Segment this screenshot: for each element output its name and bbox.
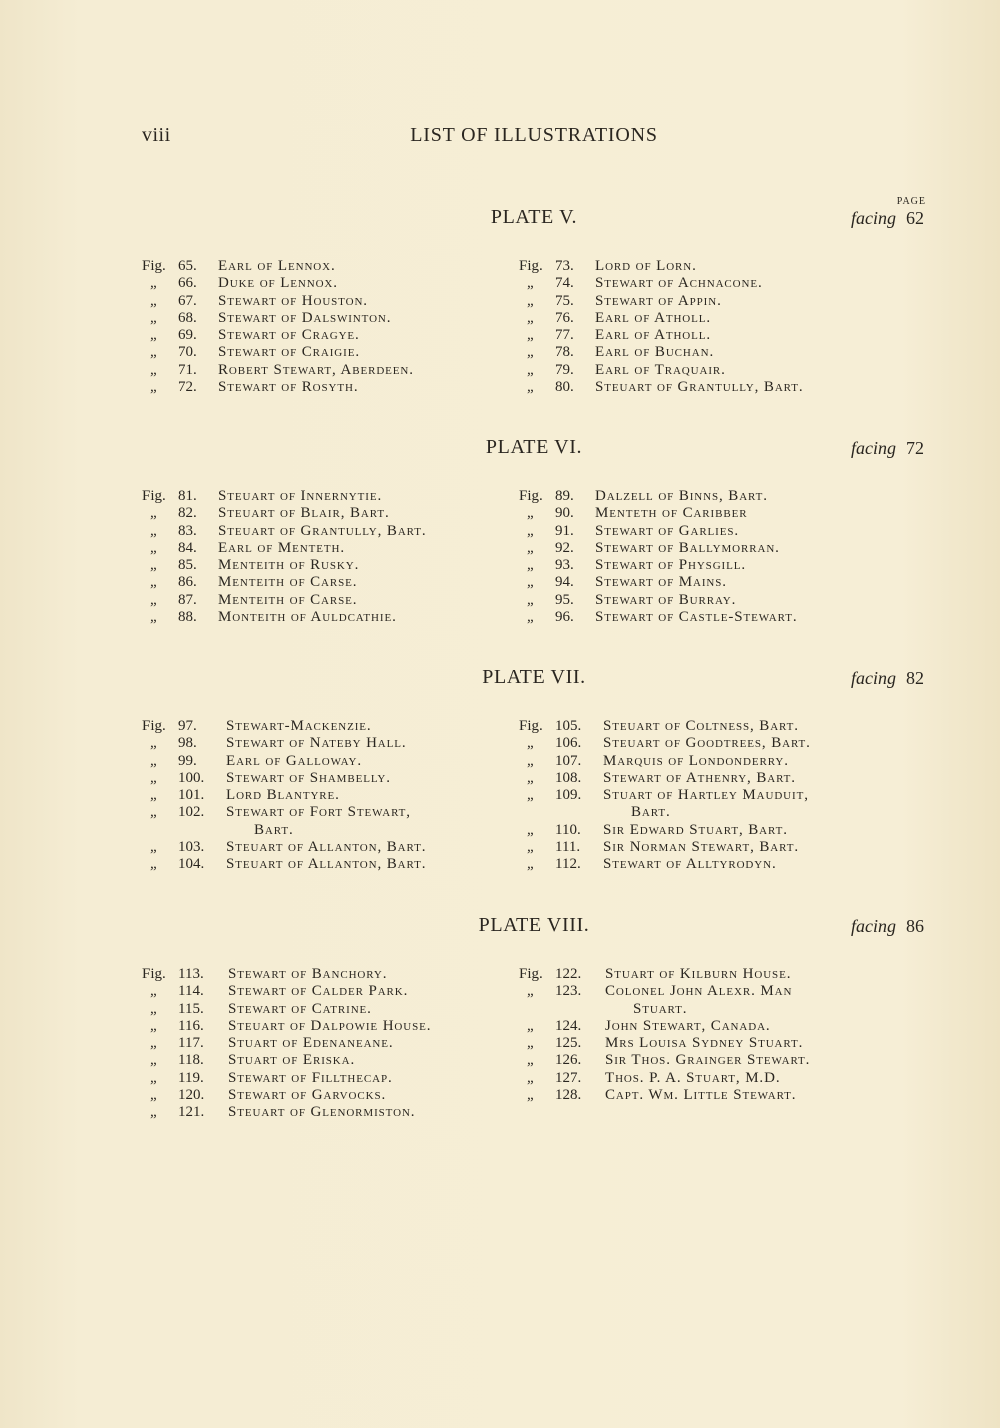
running-title: LIST OF ILLUSTRATIONS [410, 124, 658, 146]
figure-name: Steuart of Innernytie. [218, 488, 383, 504]
figure-number: 126. [555, 1052, 582, 1069]
figure-prefix: „ [150, 344, 157, 361]
figure-prefix: Fig. [519, 718, 543, 734]
figure-prefix: „ [150, 327, 157, 344]
figure-prefix: „ [527, 839, 534, 856]
figure-number: 92. [555, 539, 574, 556]
figure-name: Lord of Lorn. [595, 258, 697, 274]
figure-name: Mrs Louisa Sydney Stuart. [605, 1035, 804, 1052]
figure-name: Stewart of Calder Park. [228, 983, 409, 1000]
figure-prefix: „ [527, 735, 534, 752]
figure-name: Steuart of Grantully, Bart. [218, 522, 427, 539]
figure-number: 69. [178, 327, 197, 344]
figure-number: 74. [555, 275, 574, 292]
figure-prefix: „ [527, 344, 534, 361]
figure-number: 96. [555, 609, 574, 626]
figure-prefix: „ [150, 856, 157, 873]
figure-prefix: „ [150, 609, 157, 626]
figure-prefix: „ [150, 1035, 157, 1052]
figure-number: 122. [555, 966, 582, 982]
figure-number: 124. [555, 1017, 582, 1034]
figure-prefix: „ [150, 591, 157, 608]
figure-number: 108. [555, 769, 582, 786]
figure-number: 94. [555, 574, 574, 591]
figure-number: 104. [178, 856, 205, 873]
figure-number: 65. [178, 258, 197, 274]
figure-name: Menteith of Carse. [218, 591, 358, 608]
figure-name: Steuart of Glenormiston. [228, 1104, 416, 1121]
figure-prefix: „ [527, 522, 534, 539]
figure-prefix: „ [150, 505, 157, 522]
figure-prefix: „ [150, 557, 157, 574]
figure-number: 87. [178, 591, 197, 608]
figure-name-continuation: Bart. [631, 804, 671, 821]
figure-name: Duke of Lennox. [218, 275, 338, 292]
figure-number: 90. [555, 505, 574, 522]
figure-name: Stewart of Mains. [595, 574, 727, 591]
figure-prefix: „ [527, 309, 534, 326]
figure-prefix: „ [527, 379, 534, 396]
facing-word: facing [851, 668, 896, 688]
figure-name: Stewart of Achnacone. [595, 275, 763, 292]
figure-number: 91. [555, 522, 574, 539]
figure-prefix: „ [150, 539, 157, 556]
figure-name: Stewart of Fillthecap. [228, 1069, 393, 1086]
figure-name: Steuart of Goodtrees, Bart. [603, 735, 811, 752]
figure-name: Stewart of Dalswinton. [218, 309, 392, 326]
figure-name: Earl of Atholl. [595, 309, 712, 326]
page-folio: viii [142, 124, 171, 146]
figure-name: Stewart of Catrine. [228, 1000, 372, 1017]
figure-name: Sir Norman Stewart, Bart. [603, 839, 800, 856]
figure-name: Steuart of Allanton, Bart. [226, 856, 427, 873]
figure-number: 123. [555, 983, 582, 1000]
figure-prefix: „ [527, 1035, 534, 1052]
figure-number: 109. [555, 787, 582, 804]
figure-prefix: „ [527, 505, 534, 522]
figure-name: Stewart-Mackenzie. [226, 718, 372, 734]
figure-name: Monteith of Auldcathie. [218, 609, 397, 626]
figure-prefix: „ [150, 275, 157, 292]
figure-number: 66. [178, 275, 197, 292]
figure-prefix: „ [150, 787, 157, 804]
figure-name: Stuart of Hartley Mauduit, [603, 787, 809, 804]
figure-number: 102. [178, 804, 205, 821]
figure-name: Sir Thos. Grainger Stewart. [605, 1052, 811, 1069]
figure-prefix: „ [527, 361, 534, 378]
figure-number: 111. [555, 839, 581, 856]
figure-name: Stewart of Fort Stewart, [226, 804, 411, 821]
figure-name: Stuart of Kilburn House. [605, 966, 792, 982]
figure-number: 83. [178, 522, 197, 539]
figure-name: Colonel John Alexr. Man [605, 983, 793, 1000]
figure-name: Stewart of Craigie. [218, 344, 360, 361]
figure-prefix: „ [527, 275, 534, 292]
plate-title: PLATE V. [490, 206, 578, 228]
figure-prefix: „ [150, 379, 157, 396]
figure-name: Earl of Menteth. [218, 539, 345, 556]
figure-number: 76. [555, 309, 574, 326]
figure-prefix: Fig. [142, 966, 166, 982]
figure-name: Sir Edward Stuart, Bart. [603, 821, 788, 838]
figure-number: 121. [178, 1104, 205, 1121]
figure-number: 78. [555, 344, 574, 361]
figure-name: Steuart of Grantully, Bart. [595, 379, 804, 396]
figure-name: Stewart of Appin. [595, 292, 722, 309]
figure-prefix: „ [150, 1017, 157, 1034]
figure-number: 68. [178, 309, 197, 326]
figure-name-continuation: Stuart. [633, 1000, 688, 1017]
figure-number: 100. [178, 769, 205, 786]
figure-number: 101. [178, 787, 205, 804]
figure-prefix: „ [527, 1087, 534, 1104]
figure-prefix: „ [527, 1017, 534, 1034]
plate-title: PLATE VIII. [478, 914, 590, 936]
figure-number: 114. [178, 983, 204, 1000]
figure-prefix: „ [527, 1069, 534, 1086]
facing-page-number: 86 [906, 916, 924, 936]
facing-page-ref [851, 208, 924, 229]
figure-number: 125. [555, 1035, 582, 1052]
figure-number: 110. [555, 821, 581, 838]
figure-prefix: „ [150, 839, 157, 856]
figure-number: 112. [555, 856, 581, 873]
figure-name: Steuart of Coltness, Bart. [603, 718, 799, 734]
figure-number: 106. [555, 735, 582, 752]
figure-prefix: „ [150, 522, 157, 539]
figure-name: Stewart of Castle-Stewart. [595, 609, 798, 626]
figure-prefix: „ [150, 1000, 157, 1017]
figure-prefix: „ [150, 735, 157, 752]
figure-number: 105. [555, 718, 582, 734]
figure-number: 85. [178, 557, 197, 574]
figure-prefix: „ [527, 574, 534, 591]
figure-name: Earl of Traquair. [595, 361, 726, 378]
figure-number: 75. [555, 292, 574, 309]
figure-name: Stewart of Nateby Hall. [226, 735, 407, 752]
figure-number: 119. [178, 1069, 204, 1086]
figure-number: 80. [555, 379, 574, 396]
figure-name: Stewart of Cragye. [218, 327, 360, 344]
figure-number: 107. [555, 752, 582, 769]
figure-number: 73. [555, 258, 574, 274]
figure-number: 127. [555, 1069, 582, 1086]
figure-prefix: „ [527, 1052, 534, 1069]
figure-prefix: „ [150, 361, 157, 378]
figure-number: 95. [555, 591, 574, 608]
figure-prefix: „ [527, 557, 534, 574]
figure-number: 79. [555, 361, 574, 378]
figure-prefix: „ [150, 752, 157, 769]
figure-prefix: „ [527, 609, 534, 626]
figure-prefix: „ [527, 821, 534, 838]
facing-word: facing [851, 208, 896, 228]
figure-name: Menteth of Caribber [595, 505, 748, 522]
figure-name: Stewart of Banchory. [228, 966, 388, 982]
figure-number: 82. [178, 505, 197, 522]
figure-name: Steuart of Allanton, Bart. [226, 839, 427, 856]
figure-number: 81. [178, 488, 197, 504]
figure-prefix: „ [527, 292, 534, 309]
figure-name: Capt. Wm. Little Stewart. [605, 1087, 797, 1104]
figure-number: 120. [178, 1087, 205, 1104]
facing-page-ref [851, 916, 924, 937]
page-column-label: PAGE [896, 196, 926, 207]
figure-number: 84. [178, 539, 197, 556]
figure-number: 72. [178, 379, 197, 396]
figure-number: 99. [178, 752, 197, 769]
figure-name: Stewart of Athenry, Bart. [603, 769, 796, 786]
figure-number: 86. [178, 574, 197, 591]
figure-name: Menteith of Rusky. [218, 557, 360, 574]
figure-number: 115. [178, 1000, 204, 1017]
figure-prefix: „ [150, 1069, 157, 1086]
figure-name: John Stewart, Canada. [605, 1017, 771, 1034]
figure-name: Stewart of Shambelly. [226, 769, 391, 786]
figure-prefix: Fig. [142, 488, 166, 504]
facing-page-ref [851, 438, 924, 459]
figure-prefix: „ [150, 1104, 157, 1121]
figure-prefix: „ [527, 539, 534, 556]
figure-number: 88. [178, 609, 197, 626]
figure-number: 113. [178, 966, 204, 982]
figure-prefix: „ [527, 769, 534, 786]
figure-name: Stewart of Garvocks. [228, 1087, 387, 1104]
figure-prefix: „ [150, 1087, 157, 1104]
figure-prefix: Fig. [519, 966, 543, 982]
figure-name: Thos. P. A. Stuart, M.D. [605, 1069, 781, 1086]
figure-number: 116. [178, 1017, 204, 1034]
figure-prefix: Fig. [519, 258, 543, 274]
figure-name: Earl of Lennox. [218, 258, 336, 274]
facing-page-ref [851, 668, 924, 689]
figure-prefix: „ [527, 752, 534, 769]
figure-number: 77. [555, 327, 574, 344]
plate-title: PLATE VII. [482, 666, 586, 688]
figure-name: Steuart of Dalpowie House. [228, 1017, 432, 1034]
figure-prefix: Fig. [142, 258, 166, 274]
figure-name: Earl of Atholl. [595, 327, 712, 344]
figure-prefix: „ [527, 591, 534, 608]
figure-name: Menteith of Carse. [218, 574, 358, 591]
figure-name: Stewart of Burray. [595, 591, 737, 608]
figure-number: 71. [178, 361, 197, 378]
figure-number: 70. [178, 344, 197, 361]
figure-number: 103. [178, 839, 205, 856]
figure-prefix: Fig. [519, 488, 543, 504]
figure-prefix: Fig. [142, 718, 166, 734]
plate-title: PLATE VI. [485, 436, 583, 458]
figure-prefix: „ [527, 856, 534, 873]
figure-name: Marquis of Londonderry. [603, 752, 789, 769]
figure-number: 97. [178, 718, 197, 734]
figure-prefix: „ [150, 804, 157, 821]
figure-name: Stewart of Garlies. [595, 522, 740, 539]
figure-prefix: „ [527, 327, 534, 344]
figure-name: Stewart of Alltyrodyn. [603, 856, 777, 873]
figure-prefix: „ [150, 983, 157, 1000]
figure-name: Stewart of Ballymorran. [595, 539, 780, 556]
figure-name: Stuart of Eriska. [228, 1052, 356, 1069]
facing-page-number: 82 [906, 668, 924, 688]
figure-prefix: „ [150, 309, 157, 326]
figure-name: Dalzell of Binns, Bart. [595, 488, 768, 504]
figure-prefix: „ [150, 292, 157, 309]
figure-number: 93. [555, 557, 574, 574]
figure-name: Earl of Galloway. [226, 752, 362, 769]
figure-number: 67. [178, 292, 197, 309]
figure-name: Stewart of Rosyth. [218, 379, 359, 396]
figure-name-continuation: Bart. [254, 821, 294, 838]
facing-page-number: 72 [906, 438, 924, 458]
figure-number: 98. [178, 735, 197, 752]
figure-prefix: „ [150, 769, 157, 786]
figure-prefix: „ [150, 1052, 157, 1069]
figure-number: 89. [555, 488, 574, 504]
facing-page-number: 62 [906, 208, 924, 228]
facing-word: facing [851, 438, 896, 458]
figure-name: Stewart of Physgill. [595, 557, 746, 574]
figure-number: 118. [178, 1052, 204, 1069]
figure-number: 128. [555, 1087, 582, 1104]
figure-name: Stuart of Edenaneane. [228, 1035, 394, 1052]
figure-name: Lord Blantyre. [226, 787, 340, 804]
figure-name: Robert Stewart, Aberdeen. [218, 361, 414, 378]
figure-prefix: „ [527, 787, 534, 804]
figure-number: 117. [178, 1035, 204, 1052]
figure-name: Earl of Buchan. [595, 344, 715, 361]
figure-name: Stewart of Houston. [218, 292, 368, 309]
facing-word: facing [851, 916, 896, 936]
figure-name: Steuart of Blair, Bart. [218, 505, 390, 522]
figure-prefix: „ [150, 574, 157, 591]
figure-prefix: „ [527, 983, 534, 1000]
